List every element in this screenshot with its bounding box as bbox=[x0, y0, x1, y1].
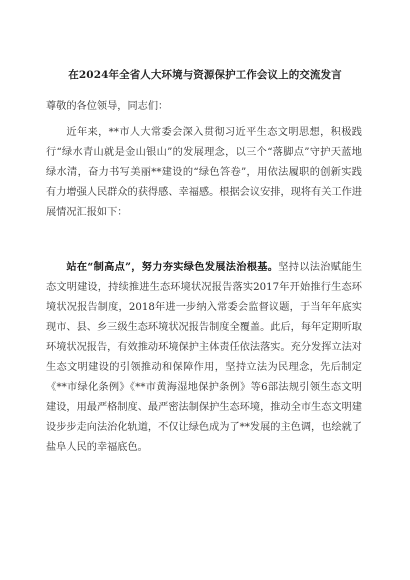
paragraph-rule-of-law bbox=[46, 257, 362, 458]
salutation: 尊敬的各位领导，同志们： bbox=[46, 101, 169, 112]
paragraph-lead-heading: 站在“制高点”，努力夯实绿色发展法治根基。 bbox=[66, 261, 279, 273]
document-title: 在2024年全省人大环境与资源保护工作会议上的交流发言 bbox=[68, 69, 342, 81]
paragraph-body: 坚持以法治赋能生态文明建设，持续推进生态环境状况报告落实2017年开始推行生态环境状况报告制度，2018年进一步纳入常委会监督议题，于当年年底实现市、县、乡三级生态环境状况报告制度全覆盖。此后，每年定期听取环境状况报告，有效推动环境保护主体责任依法落实。充分发挥立法对生态文明建设的引领推动和保障作用，坚持立法为民理念，先后制定《**市绿化条例》《**市黄海湿地保护条例》等6部法规引领生态文明建设，用最严格制度、最严密法制保护生态环境，推动全市生态文明建设步步走向法治化轨道，不仅让绿色成为了**发展的主色调，也绘就了盐阜人民的幸福底色。 bbox=[46, 262, 363, 453]
paragraph-intro: 近年来，**市人大常委会深入贯彻习近平生态文明思想，积极践行“绿水青山就是金山银山”的发展理念，以三个“落脚点”守护天蓝地绿水清，奋力书写美丽**建设的“绿色答卷”，用依法履职的创新实践有力增强人民群众的获得感、幸福感。根据会议安排，现将有关工作进展情况汇报如下： bbox=[46, 127, 362, 218]
